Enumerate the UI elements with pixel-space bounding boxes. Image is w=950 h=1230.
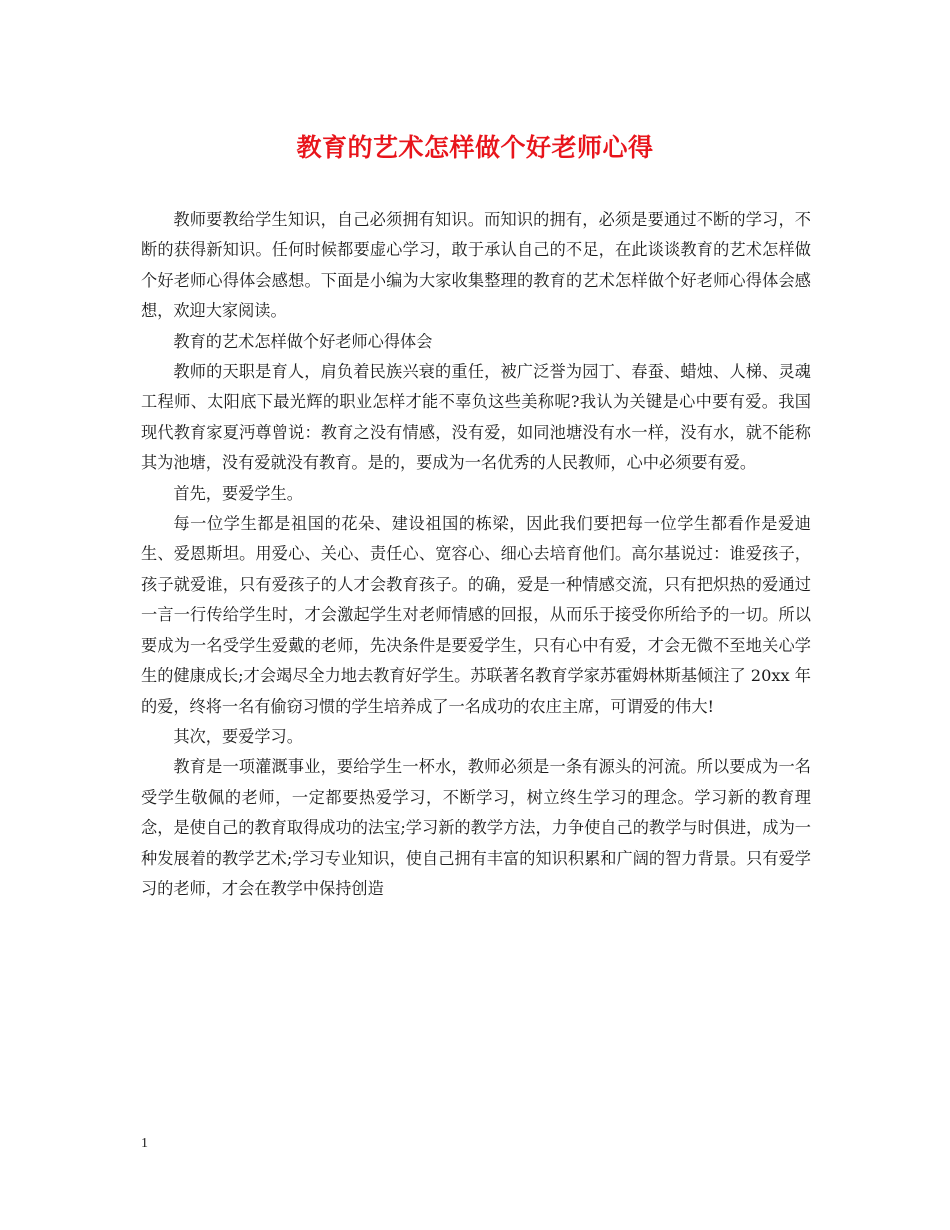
body-paragraph: 教师的天职是育人，肩负着民族兴衰的重任，被广泛誉为园丁、春蚕、蜡烛、人梯、灵魂工程师、太阳底下最光辉的职业怎样才能不辜负这些美称呢?我认为关键是心中要有爱。我国现代教育家夏沔尊曾说：教育之没有情感，没有爱，如同池塘没有水一样，没有水，就不能称其为池塘，没有爱就没有教育。是的，要成为一名优秀的人民教师，心中必须要有爱。 [141,362,811,473]
body-paragraph: 每一位学生都是祖国的花朵、建设祖国的栋梁，因此我们要把每一位学生都看作是爱迪生、爱恩斯坦。用爱心、关心、责任心、宽容心、细心去培育他们。高尔基说过：谁爱孩子，孩子就爱谁，只有爱孩子的人才会教育孩子。的确，爱是一种情感交流，只有把炽热的爱通过一言一行传给学生时，才会激起学生对老师情感的回报，从而乐于接受你所给予的一切。所以要成为一名受学生爱戴的老师，先决条件是要爱学生，只有心中有爱，才会无微不至地关心学生的健康成长;才会竭尽全力地去教育好学生。苏联著名教育学家苏霍姆林斯基倾注了 20xx 年的爱，终将一名有偷窃习惯的学生培养成了一名成功的农庄主席，可谓爱的伟大! [141,514,811,716]
intro-paragraph: 教师要教给学生知识，自己必须拥有知识。而知识的拥有，必须是要通过不断的学习，不断的获得新知识。任何时候都要虚心学习，敢于承认自己的不足，在此谈谈教育的艺术怎样做个好老师心得体会感想。下面是小编为大家收集整理的教育的艺术怎样做个好老师心得体会感想，欢迎大家阅读。 [141,210,811,321]
document-title: 教育的艺术怎样做个好老师心得 [296,133,654,162]
page-number: 1 [141,1136,148,1151]
section-heading: 教育的艺术怎样做个好老师心得体会 [173,331,433,351]
point-heading: 首先，要爱学生。 [173,483,303,503]
document-body [141,205,811,904]
point-heading: 其次，要爱学习。 [173,726,303,746]
body-paragraph: 教育是一项灌溉事业，要给学生一杯水，教师必须是一条有源头的河流。所以要成为一名受学生敬佩的老师，一定都要热爱学习，不断学习，树立终生学习的理念。学习新的教育理念，是使自己的教育取得成功的法宝;学习新的教学方法，力争使自己的教学与时俱进，成为一种发展着的教学艺术;学习专业知识，使自己拥有丰富的知识积累和广阔的智力背景。只有爱学习的老师，才会在教学中保持创造 [141,757,811,898]
